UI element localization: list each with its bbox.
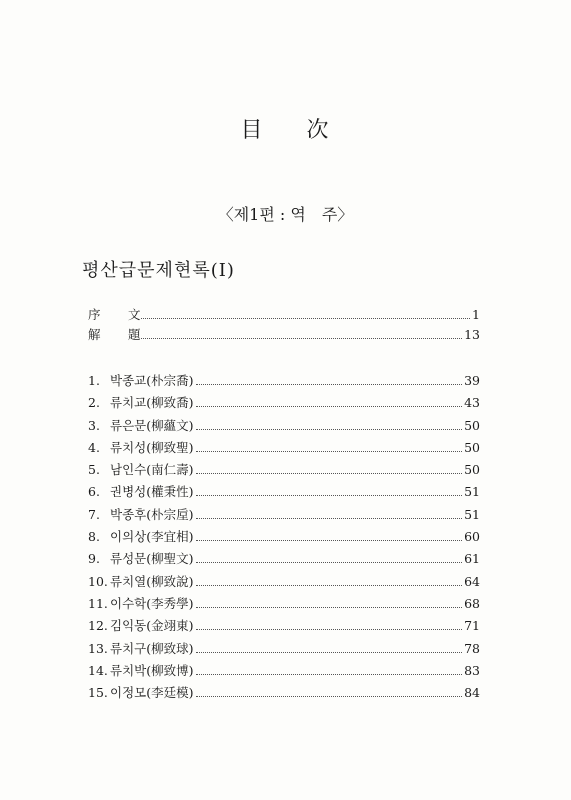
front-label-char-2: 文: [128, 307, 141, 322]
page-number: 68: [464, 595, 480, 611]
entry-number: 10.: [88, 573, 108, 589]
entry-number: 12.: [88, 618, 108, 634]
toc-entry: [88, 638, 480, 660]
leader-dots: [196, 450, 462, 452]
toc-entry: [88, 682, 480, 704]
page-number: 39: [464, 373, 480, 388]
title-char-2: 次: [306, 118, 331, 143]
toc-entry: [88, 481, 480, 503]
entry-name: 이의상(李宜相): [110, 529, 194, 545]
entry-number: 9.: [88, 551, 100, 567]
toc-entry: [88, 437, 480, 459]
book-title: 평산급문제현록(Ⅰ): [82, 260, 235, 281]
entry-label: [88, 415, 193, 437]
entry-label: [88, 392, 193, 414]
toc-entry: [88, 660, 480, 682]
leader-dots: [141, 337, 462, 339]
entry-number: 14.: [88, 662, 108, 678]
toc-entry: [88, 593, 480, 615]
entry-number: 3.: [88, 417, 100, 433]
entry-name: 박종교(朴宗喬): [110, 373, 194, 388]
entry-label: [88, 660, 193, 682]
entry-label: [88, 615, 193, 637]
entry-name: 류은문(柳蘊文): [110, 417, 194, 433]
page-number: 50: [464, 417, 480, 433]
leader-dots: [196, 494, 462, 496]
entry-name: 류치구(柳致球): [110, 640, 194, 656]
leader-dots: [196, 606, 462, 608]
leader-dots: [196, 561, 462, 563]
entry-name: 남인수(南仁壽): [110, 462, 194, 478]
page-number: 51: [464, 484, 480, 500]
leader-dots: [196, 651, 462, 653]
entry-number: 7.: [88, 506, 100, 522]
page-number: 51: [464, 506, 480, 522]
entry-number: 11.: [88, 595, 108, 611]
title-char-1: 目: [240, 118, 265, 143]
page-number: 50: [464, 462, 480, 478]
toc-entry: [88, 415, 480, 437]
leader-dots: [196, 673, 462, 675]
front-label-char-2: 題: [128, 327, 141, 342]
entry-name: 류성문(柳聖文): [110, 551, 194, 567]
entry-number: 5.: [88, 462, 100, 478]
page-number: 64: [464, 573, 480, 589]
toc-entry: [88, 571, 480, 593]
entry-label: [88, 370, 193, 392]
entry-label: [88, 638, 193, 660]
toc-entry: [88, 370, 480, 392]
leader-dots: [196, 695, 462, 697]
leader-dots: [196, 405, 462, 407]
page-number: 43: [464, 395, 480, 411]
entry-number: 15.: [88, 685, 108, 701]
toc-entry: [88, 548, 480, 570]
page-number: 60: [464, 529, 480, 545]
entry-number: 13.: [88, 640, 108, 656]
leader-dots: [196, 628, 462, 630]
page-number: 84: [464, 685, 480, 701]
entry-label: [88, 504, 193, 526]
page-number: 1: [472, 307, 480, 322]
entry-label: [88, 548, 193, 570]
leader-dots: [196, 584, 462, 586]
entry-name: 류치열(柳致說): [110, 573, 194, 589]
entry-list: [88, 370, 480, 704]
toc-entry: [88, 459, 480, 481]
leader-dots: [141, 317, 470, 319]
entry-label: [88, 459, 193, 481]
toc-row-intro: [88, 325, 480, 345]
entry-name: 김익동(金翊東): [110, 618, 194, 634]
entry-number: 8.: [88, 529, 100, 545]
entry-label: [88, 571, 193, 593]
front-label-char-1: 序: [88, 307, 101, 322]
page-number: 13: [464, 327, 480, 342]
toc-entry: [88, 526, 480, 548]
entry-label: [88, 526, 193, 548]
page-number: 71: [464, 618, 480, 634]
leader-dots: [196, 428, 462, 430]
entry-name: 박종후(朴宗垕): [110, 506, 194, 522]
leader-dots: [196, 539, 462, 541]
entry-name: 류치교(柳致喬): [110, 395, 194, 411]
toc-entry: [88, 392, 480, 414]
leader-dots: [196, 472, 462, 474]
entry-label: [88, 682, 193, 704]
entry-label: [88, 437, 193, 459]
entry-name: 류치박(柳致博): [110, 662, 194, 678]
entry-label: [88, 481, 193, 503]
page-number: 61: [464, 551, 480, 567]
entry-number: 1.: [88, 373, 100, 388]
entry-label: [88, 593, 193, 615]
entry-name: 이정모(李廷模): [110, 685, 194, 701]
front-label-char-1: 解: [88, 327, 101, 342]
entry-number: 6.: [88, 484, 100, 500]
page-title: [0, 113, 571, 144]
leader-dots: [196, 517, 462, 519]
page-number: 83: [464, 662, 480, 678]
page-number: 50: [464, 439, 480, 455]
entry-number: 4.: [88, 439, 100, 455]
section-heading: 〈제1편 : 역 주〉: [217, 205, 354, 224]
entry-name: 류치성(柳致聖): [110, 439, 194, 455]
toc-entry: [88, 504, 480, 526]
entry-name: 이수학(李秀學): [110, 595, 194, 611]
entry-name: 권병성(權秉性): [110, 484, 194, 500]
leader-dots: [196, 383, 462, 385]
toc-row-preface: [88, 305, 480, 325]
toc-entry: [88, 615, 480, 637]
front-matter-list: [88, 305, 480, 345]
entry-number: 2.: [88, 395, 100, 411]
page-number: 78: [464, 640, 480, 656]
